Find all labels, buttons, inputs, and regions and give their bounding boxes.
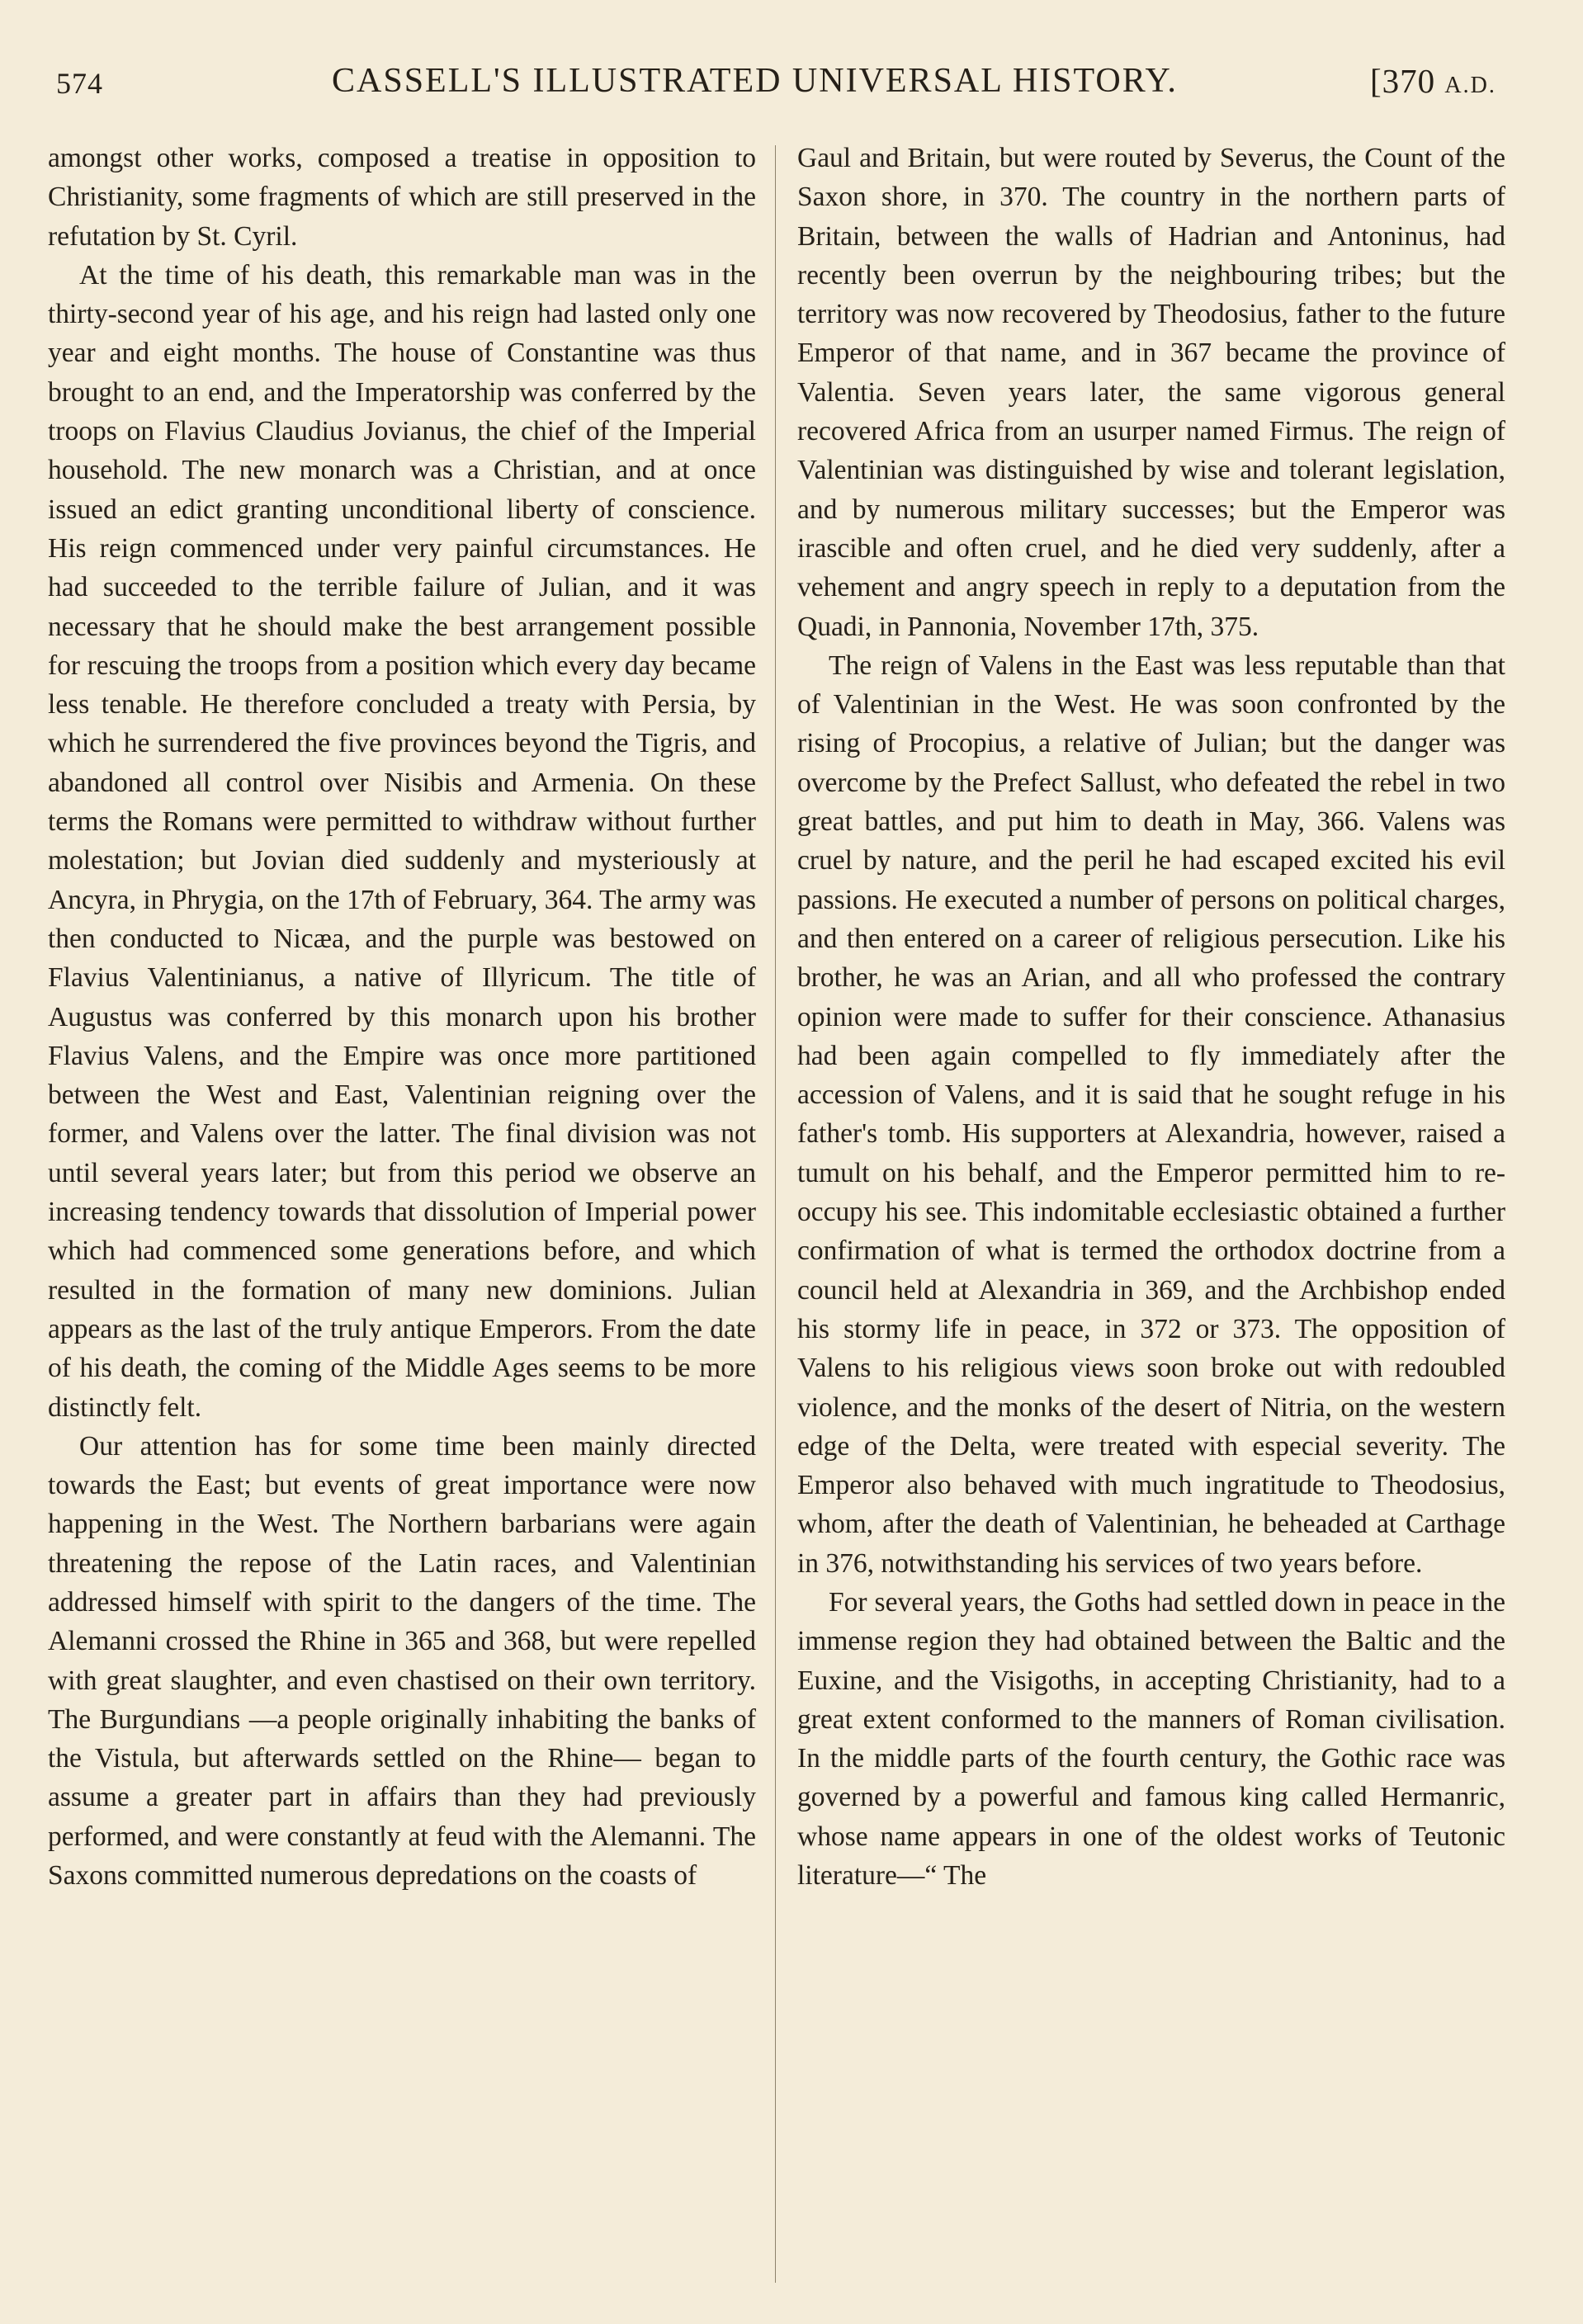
running-title: CASSELL'S ILLUSTRATED UNIVERSAL HISTORY.	[332, 62, 1178, 100]
column-divider	[775, 145, 776, 2283]
paragraph: For several years, the Goths had settled down in peace in the immense region they had obtained between the Baltic and the Euxine, and the Visigoths, in accepting Christianity, had to a great extent conformed to the manners of Roman civilisation. In the middle parts of the fourth century, the Gothic race was governed by a powerful and famous king called Hermanric, whose name appears in one of the oldest works of Teutonic literature—“ The	[797, 1586, 1505, 1892]
page-header	[50, 61, 1519, 111]
paragraph: Gaul and Britain, but were routed by Severus, the Count of the Saxon shore, in 370. The country in the northern parts of Britain, between the walls of Hadrian and Antoninus, had recently been overrun by the neighbouring tribes; but the territory was now recovered by Theodosius, father to the future Emperor of that name, and in 367 became the province of Valentia. Seven years later, the same vigorous general recovered Africa from an usurper named Firmus. The reign of Valentinian was distinguished by wise and tolerant legislation, and by numerous military successes; but the Emperor was irascible and often cruel, and he died very suddenly, after a vehement and angry speech in reply to a deputation from the Quadi, in Pannonia, November 17th, 375.	[797, 143, 1505, 642]
right-column	[797, 139, 1505, 1895]
year-number: [370	[1370, 62, 1436, 100]
paragraph: At the time of his death, this remarkable man was in the thirty-second year of his age, and his reign had lasted only one year and eight months. The house of Constantine was thus brought to an end, and the Imperatorship was conferred by the troops on Flavius Claudius Jovianus, the chief of the Imperial household. The new monarch was a Christian, and at once issued an edict granting unconditional liberty of conscience. His reign commenced under very painful circumstances. He had succeeded to the terrible failure of Julian, and it was necessary that he should make the best arrangement possible for rescuing the troops from a position which every day became less tenable. He therefore concluded a treaty with Persia, by which he surrendered the five provinces beyond the Tigris, and abandoned all control over Nisibis and Armenia. On these terms the Romans were permitted to withdraw without further molestation; but Jovian died suddenly and mysteriously at Ancyra, in Phrygia, on the 17th of February, 364. The army was then conducted to Nicæa, and the purple was bestowed on Flavius Valentinianus, a native of Illyricum. The title of Augustus was conferred by this monarch upon his brother Flavius Valens, and the Empire was once more partitioned between the West and East, Valentinian reigning over the former, and Valens over the latter. The final division was not until several years later; but from this period we observe an increasing tendency towards that dissolution of Imperial power which had commenced some generations before, and which resulted in the formation of many new dominions. Julian appears as the last of the truly antique Emperors. From the date of his death, the coming of the Middle Ages seems to be more distinctly felt.	[48, 259, 756, 1423]
year-marker	[1370, 61, 1496, 101]
page-number: 574	[56, 67, 103, 100]
left-column	[48, 139, 756, 1895]
paragraph: The reign of Valens in the East was less reputable than that of Valentinian in the West. He was soon confronted by the rising of Procopius, a relative of Julian; but the danger was overcome by the Prefect Sallust, who defeated the rebel in two great battles, and put him to death in May, 366. Valens was cruel by nature, and the peril he had escaped excited his evil passions. He executed a number of persons on political charges, and then entered on a career of religious persecution. Like his brother, he was an Arian, and all who professed the contrary opinion were made to suffer for their conscience. Athanasius had been again compelled to fly immediately after the accession of Valens, and it is said that he sought refuge in his father's tomb. His supporters at Alexandria, however, raised a tumult on his behalf, and the Emperor permitted him to re-occupy his see. This indomitable ecclesiastic obtained a further confirmation of what is termed the orthodox doctrine from a council held at Alexandria in 369, and the Archbishop ended his stormy life in peace, in 372 or 373. The opposition of Valens to his religious views soon broke out with redoubled violence, and the monks of the desert of Nitria, on the western edge of the Delta, were treated with especial severity. The Emperor also behaved with much ingratitude to Theodosius, whom, after the death of Valentinian, he beheaded at Carthage in 376, notwithstanding his services of two years before.	[797, 649, 1505, 1579]
year-era: A.D.	[1444, 73, 1496, 98]
paragraph: Our attention has for some time been mainly directed towards the East; but events of great importance were now happening in the West. The Northern barbarians were again threatening the repose of the Latin races, and Valentinian addressed himself with spirit to the dangers of the time. The Alemanni crossed the Rhine in 365 and 368, but were repelled with great slaughter, and even chastised on their own territory. The Burgundians —a people originally inhabiting the banks of the Vistula, but afterwards settled on the Rhine— began to assume a greater part in affairs than they had previously performed, and were constantly at feud with the Alemanni. The Saxons committed numerous depredations on the coasts of	[48, 1430, 756, 1892]
paragraph: amongst other works, composed a treatise in opposition to Christianity, some fragments of which are still preserved in the refutation by St. Cyril.	[48, 143, 756, 252]
